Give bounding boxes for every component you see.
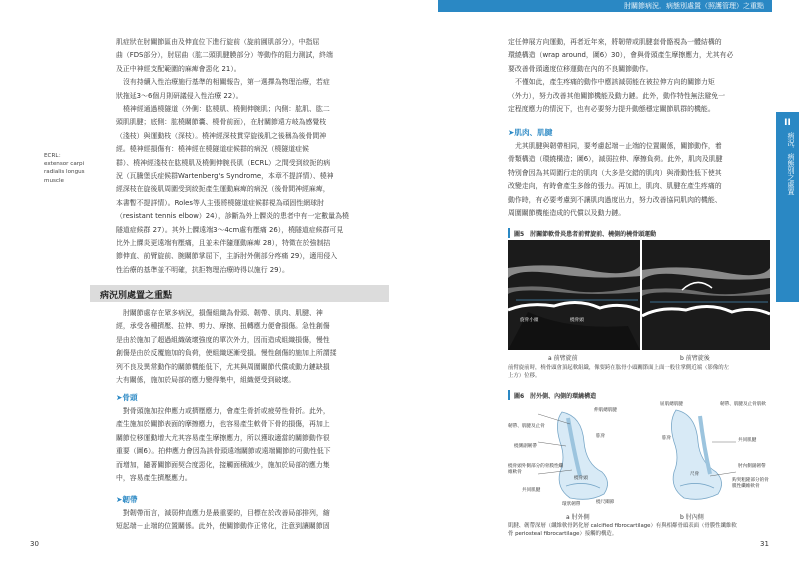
fig6-panel-b: b 肘內側 [680,514,704,521]
running-header: 肘關節病況．病態別處置（照護管理）之重點 [438,0,772,12]
fig5-panel-b: b 前臂旋後 [680,355,710,362]
text-line: 曲（FDS部分），肘屈曲（肱二頭肌腱膜部分）等動作的阻力測試，終端 [116,51,333,60]
text-line: 重要（圖6）。拍伸應力會因為該骨頭遠端關節或遠端關節的可動性低下 [116,447,331,456]
text-line: 中，容易產生擠壓應力。 [116,474,192,483]
text-line: （外力），努力改善其他關節機能及動力鏈。此外，動作特性無法避免一 [508,91,726,100]
text-line: 周圍關節機能造成的代償以及動力鏈。 [508,209,626,218]
fig6-a-label-6: 共同肌腱 [522,488,541,493]
right-paragraph-1 [508,36,770,116]
fig5-title: 圖5 肘關節軟骨炎患者前臂旋前、橈側的橈骨頭運動 [514,231,657,238]
section-title: 病況別處置之重點 [100,291,173,301]
text-line: 頭肌肌腱；底側：肱橈關節囊、橈骨前面），在肘關節遠方岐為感覺枝 [116,118,327,127]
left-paragraph-3 [116,307,392,387]
text-line: 動作時，有必要考慮到不讓肌肉過度出力，努力改善協同肌肉的機能、 [508,195,722,204]
text-line: 骨類構造（環繞構造；圖6），減弱拉伸、摩擦負荷。此外，肌肉及肌腱 [508,155,723,164]
text-line: 尤其肌腱與韌帶相同，要考慮起端－止端的位置關係，關節動作，着 [515,142,722,150]
fig6-b-graphic [640,402,770,510]
fig6-b-label-4: 共同肌腱 [738,438,757,443]
chapter-tab-text: 病況．病態別之處置 [787,132,795,195]
text-line: 況（瓦騰堡氏症候群Wartenberg's Syndrome，本章不提詳情）、橈神 [116,172,334,181]
text-line: 環繞構造（wrap around，圖6）30），會與骨頭產生摩擦應力，尤其有必 [508,51,734,60]
note-line: radialis longus [44,169,85,176]
fig6-a-label-9: 橈尺關節 [596,500,615,505]
note-line: ECRL： [44,153,65,159]
text-line: 產生施加於關節表面的摩擦應力，也容易產生軟骨下骨的損傷，再加上 [116,420,330,429]
subheading-bone-label: 骨頭 [122,393,138,402]
text-line: 大有關係，施加於局部的應力變得集中，組織便受到破壞。 [116,376,296,385]
text-line: 沒有持續入性治療施行基準的相關報告，第一選擇為物理治療，若症 [123,78,330,87]
note-line: muscle [44,177,64,184]
fig6-a-label-7: 橈骨頭 [574,476,588,481]
fig6-b-label-2: 韌帶、肌腱及止骨肌軟 [720,402,766,407]
text-line: 對骨頭施加拉伸應力或擠壓應力，會產生骨折或疲勞性骨折。此外， [123,407,330,415]
side-note-ecrl [44,152,110,185]
fig6-a-label-5: 橈骨頭外側部分的骨膜性纖維軟骨 [508,464,564,475]
fig6-b-label-6: 肘內側副韌帶 [738,464,766,469]
text-line: 隧道症候群 27）。其外上髁遠端3～4cm處有壓痛 26），橈隧道症候群可見 [116,225,344,234]
left-paragraph-5 [116,507,392,534]
text-line: 定任伸展方向運動，再者近年來，將韌帶或肌腱套骨骼視為一體結構的 [508,38,722,46]
chapter-tab-number: II [784,118,791,128]
subheading-muscle-label: 肌肉、肌腱 [514,128,553,137]
subheading-ligament: ➤韌帶 [116,495,138,504]
text-line: 關節位移運動增大尤其容易產生摩擦應力，所以獲取適當的關節動作很 [116,433,330,442]
fig6-a-label-4: 肱骨 [596,434,606,439]
text-line: 及正中神經支配範圍的麻痺會惡化 21）。 [116,64,241,73]
note-line: 骨 periosteal fibrocartilage）接觸的構造。 [508,531,618,537]
fig6-a-label-1: 韌帶、肌腱及止骨 [508,424,545,429]
text-line: 改變走向，有時會產生多餘的張力。再加上，肌肉、肌腱在產生疼痛的 [508,182,722,191]
ultrasound-image-a [508,240,640,350]
text-line: 而增加，隨著關節面契合度惡化，接觸面積減少，施加於局部的應力集 [116,460,330,469]
fig6-marker [508,390,510,400]
fig6-b-label-1: 屈肌總肌腱 [660,402,683,407]
ultrasound-b-graphic [642,240,770,350]
note-line: 肌腱、韌帶深層（纖維軟骨鈣化層 calcified fibrocartilage）有與相鄰骨頭表面（骨膜性纖維軟 [508,523,737,529]
left-paragraph-2 [116,103,392,277]
fig5-label-left: 旋骨小頭 [520,318,539,323]
fig6-a-label-3: 橈側副韌帶 [514,444,537,449]
text-line: （resistant tennis elbow）24），診斷為外上髁炎的患者中有一定數量為橈 [116,212,349,221]
fig6-title: 圖6 肘外側、內側的環繞構造 [514,393,597,400]
fig5-note [508,364,770,380]
page-number-left: 30 [30,540,39,548]
ultrasound-a-graphic [508,240,640,350]
subheading-muscle: ➤肌肉、肌腱 [508,128,553,137]
text-line: 肌症狀在肘關節區由及伸直位下進行旋前（旋前圓肌部分），中指屈 [116,38,320,46]
text-line: 本書暫不提詳情）。Roles等人主張將橈隧道症候群視為頑固性網球肘 [116,198,324,207]
subheading-bone: ➤骨頭 [116,393,138,402]
text-line: 經。橈神經損傷有：橈神經在橈隧道症候群的病況（橈隧道症候 [116,145,309,154]
subheading-ligament-label: 韌帶 [122,495,138,504]
fig6-diagram-a [508,402,638,510]
text-line: 是由於施加了超過組織破壞強度的單次外力，因而造成組織損傷，慢性 [116,335,330,344]
text-line: 橈神經通過橈隧道（外側：肱橈肌、橈側伸腕肌；內側：肱肌、肱二 [123,105,330,113]
text-line: 性治療的基準並不明確，抗拒物理治療時得以施行 29）。 [116,265,289,274]
left-paragraph-4 [116,405,392,485]
fig6-panel-a: a 肘外側 [566,514,590,521]
text-line: 短起端－止端的位置關係。此外，使關節動作正常化，注意到讓關節固 [116,522,330,531]
left-paragraph-1 [116,36,392,103]
text-line: 節伸直、前臂旋前、腕關節掌屈下，主訴肘外側部分疼痛 29），適用侵入 [116,252,338,261]
fig6-a-label-2: 伸肌總肌腱 [594,408,617,413]
text-line: 比外上髁炎更遠端有壓痛，且並未伴隨運動麻痺 28），特徵在於強制拮 [116,239,331,248]
text-line: 要改善骨頭適度位移運動在內的不良關節動作。 [508,64,653,73]
note-line: 上方）位移。 [508,373,541,379]
fig6-diagram-b [640,402,770,510]
text-line: 肘關節處存在眾多病況，損傷組織為骨頭、韌帶、肌肉、肌腱、神 [123,309,323,317]
text-line: 定程度應力的情況下，也有必要努力提升動態穩定關節肌群的機能。 [508,105,715,114]
fig6-b-label-3: 肱骨 [662,436,672,441]
text-line: （淺枝）與運動枝（深枝）。橈神經深枝貫穿旋後肌之後稱為後骨間神 [116,131,327,140]
text-line: 群）、橈神經淺枝在肱橈肌及橈側伸腕長肌（ECRL）之間受到絞扼的病 [116,158,331,167]
fig5-label-right: 橈骨頭 [570,318,584,323]
fig5-marker [508,228,510,238]
text-line: 對韌帶而言，減弱伸直應力是最重要的，目標在於改善局部排列，縮 [123,509,330,517]
fig6-b-label-7: 鈎突粗隆部分的骨膜性纖維軟骨 [732,478,769,489]
note-line: 前臂旋前時，橈骨頭會頂起軟組織，像要跨在肱骨小頭關節面上面一般往掌側近端（影像的左 [508,365,730,371]
fig6-b-label-5: 尺骨 [690,472,700,477]
page-number-right: 31 [760,540,769,548]
fig6-a-label-8: 環狀韌帶 [562,502,581,507]
text-line: 狀拖延3～6個月則研議侵入性治療 22）。 [116,91,243,100]
text-line: 經深枝在旋後肌周圍受到絞扼產生運動麻痺的病況（後骨間神經麻痺， [116,185,330,194]
text-line: 經，承受各種擠壓、拉伸、剪力、摩擦、扭轉應力便會損傷。急性創傷 [116,322,330,331]
right-paragraph-2 [508,140,770,220]
fig5-panel-a: a 前臂旋前 [548,355,578,362]
ultrasound-image-b [642,240,770,350]
fig6-note [508,522,770,538]
text-line: 不僅如此，產生疼痛的動作中應該減弱能在被拉伸方向的關節力矩 [515,78,715,87]
note-line: extensor carpi [44,161,85,168]
text-line: 創傷是由於反覆施加的負荷，使組織逐漸受損。慢性創傷的施加上所謂揉 [116,349,337,358]
text-line: 特別會因為其周圍行走的肌肉（大多是交錯的肌肉）與滑動性低下使其 [508,168,722,177]
text-line: 列不良及異常動作的關節機能低下，尤其與周圍關節代償或動力鏈缺損 [116,362,330,371]
